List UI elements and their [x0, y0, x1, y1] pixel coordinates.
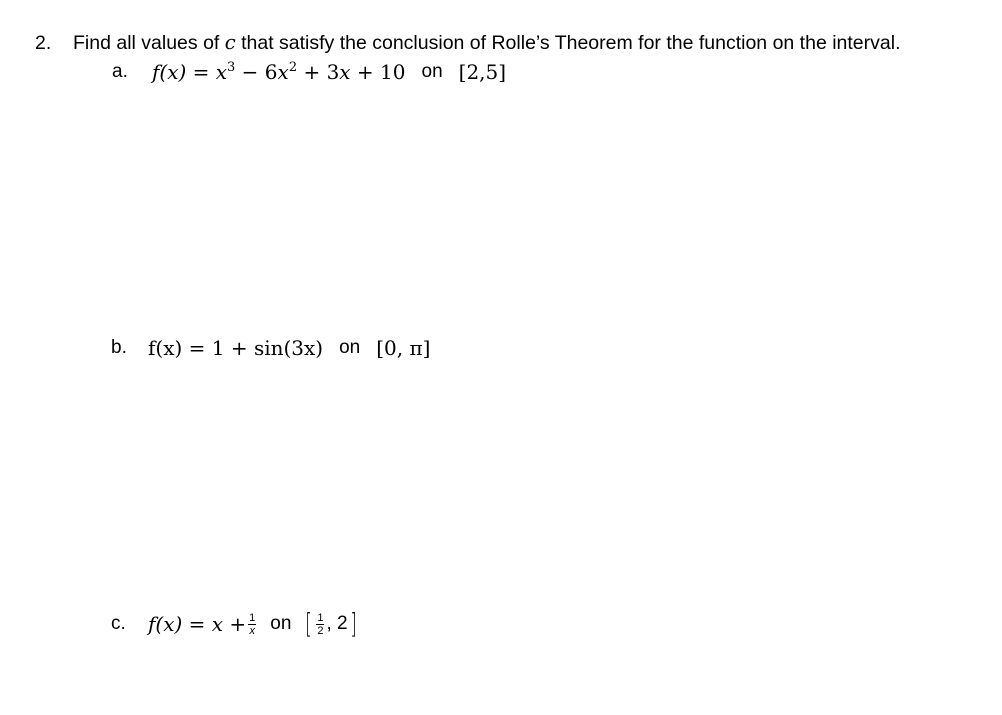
part-a-exp1: 3	[227, 60, 236, 75]
part-c-interval-frac-num: 1	[317, 611, 324, 624]
part-c-label: c.	[111, 613, 126, 634]
part-c-frac-num: 1	[249, 611, 256, 624]
problem-number: 2.	[35, 32, 52, 54]
part-a-x2: x	[277, 60, 289, 84]
part-a-x3: x	[339, 60, 351, 84]
part-c-interval	[303, 607, 358, 640]
part-c-bracket-close: ]	[349, 607, 357, 640]
part-a-x1: x	[215, 60, 228, 84]
part-b-label: b.	[111, 337, 127, 358]
part-c-function	[148, 612, 246, 636]
part-c-bracket-open: [	[305, 607, 313, 640]
part-c	[111, 607, 359, 640]
part-a-exp2: 2	[288, 60, 298, 75]
part-b-on: on	[339, 337, 361, 358]
part-c-interval-fraction	[316, 612, 324, 637]
part-c-fraction	[248, 612, 256, 637]
part-a-label: a.	[112, 61, 128, 82]
part-c-interval-frac-den: 2	[317, 624, 324, 637]
part-a-on: on	[421, 61, 443, 82]
part-b	[111, 336, 430, 360]
part-c-on: on	[270, 613, 292, 634]
part-a-rest: + 3	[297, 60, 340, 84]
part-a-interval: [2,5]	[458, 60, 507, 84]
part-c-frac-den: x	[249, 624, 255, 637]
part-a-lhs: f(x) =	[152, 60, 216, 84]
part-a	[112, 60, 506, 84]
problem-statement	[35, 31, 900, 55]
problem-text-after: that satisfy the conclusion of Rolle’s Theorem for the function on the interval.	[235, 32, 901, 54]
part-c-interval-rest: , 2	[326, 613, 348, 634]
part-b-interval: [0, π]	[376, 336, 431, 360]
part-a-function	[152, 60, 406, 84]
part-a-tail: + 10	[350, 60, 406, 84]
part-b-function: f(x) = 1 + sin(3x)	[148, 336, 324, 360]
problem-variable: c	[224, 31, 236, 54]
part-c-func-start: f(x) = x +	[148, 612, 247, 636]
part-a-minus-term: − 6	[235, 60, 278, 84]
problem-text-before: Find all values of	[73, 32, 225, 54]
